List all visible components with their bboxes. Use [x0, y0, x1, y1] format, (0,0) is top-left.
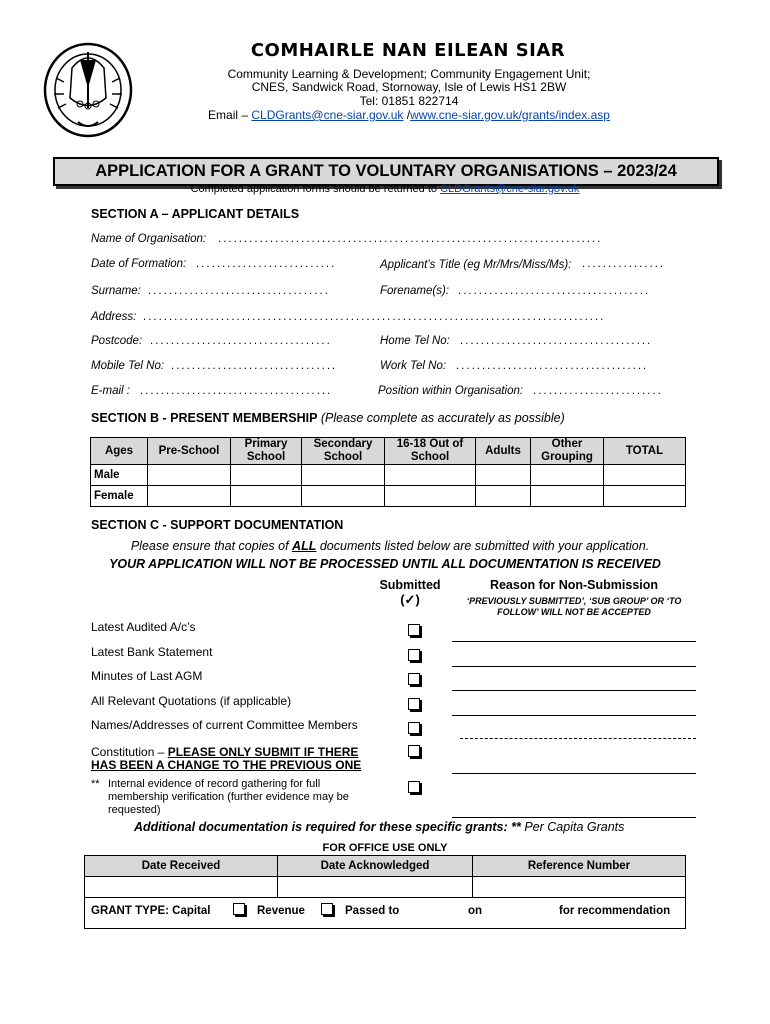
grant-type-row — [85, 898, 686, 929]
name-of-organisation-label: Name of Organisation: — [91, 233, 207, 245]
processing-warning: YOUR APPLICATION WILL NOT BE PROCESSED UNTIL ALL DOCUMENTATION IS RECEIVED — [109, 557, 661, 571]
checkbox-icon[interactable] — [408, 624, 420, 636]
constitution-condition: PLEASE ONLY SUBMIT IF THERE HAS BEEN A CHANGE TO THE PREVIOUS ONE — [91, 745, 362, 772]
col-total: TOTAL — [604, 438, 686, 465]
membership-header-row — [91, 438, 686, 465]
cell-input[interactable] — [231, 486, 302, 507]
reason-line[interactable] — [452, 715, 696, 716]
position-label: Position within Organisation: — [378, 385, 524, 397]
cell-input[interactable] — [531, 465, 604, 486]
reason-line[interactable] — [452, 690, 696, 691]
forenames-field[interactable]: ..................................... — [458, 285, 651, 297]
mobile-tel-label: Mobile Tel No: — [91, 360, 165, 372]
postcode-label: Postcode: — [91, 335, 143, 347]
checkbox-icon[interactable] — [321, 903, 333, 915]
postcode-field[interactable]: ................................... — [150, 335, 332, 347]
submitted-heading: Submitted — [379, 578, 441, 592]
col-ages: Ages — [91, 438, 148, 465]
additional-marker: ** — [511, 820, 521, 834]
grant-type-cell — [85, 898, 686, 929]
unit-line: Community Learning & Development; Community Engagement Unit; — [227, 67, 591, 81]
membership-table — [90, 437, 686, 507]
date-of-formation-label: Date of Formation: — [91, 258, 187, 270]
cell-input[interactable] — [476, 465, 531, 486]
additional-pre: Additional documentation is required for these specific grants: — [134, 820, 512, 834]
col-date-received: Date Received — [85, 856, 278, 877]
additional-documentation-note — [134, 820, 624, 834]
surname-label: Surname: — [91, 285, 141, 297]
work-tel-label: Work Tel No: — [380, 360, 447, 372]
checkbox-icon[interactable] — [408, 673, 420, 685]
revenue-label: Revenue — [257, 905, 305, 917]
date-received-field[interactable] — [85, 877, 278, 898]
col-pre-school: Pre-School — [148, 438, 231, 465]
for-recommendation-label: for recommendation — [559, 905, 671, 917]
reference-number-field[interactable] — [473, 877, 686, 898]
cell-input[interactable] — [604, 465, 686, 486]
applicant-title-field[interactable]: ................ — [582, 258, 666, 270]
forenames-label: Forename(s): — [380, 285, 450, 297]
col-primary: Primary School — [231, 438, 302, 465]
passed-to-label: Passed to — [345, 905, 400, 917]
telephone-line: Tel: 01851 822714 — [359, 94, 459, 108]
applicant-title-label: Applicant’s Title (eg Mr/Mrs/Miss/Ms): — [380, 259, 572, 271]
cell-input[interactable] — [302, 465, 385, 486]
cell-input[interactable] — [604, 486, 686, 507]
email-field[interactable]: ..................................... — [140, 385, 333, 397]
email-label: E-mail : — [91, 385, 130, 397]
checkbox-icon[interactable] — [233, 903, 245, 915]
reason-line[interactable] — [460, 738, 696, 739]
organisation-name: COMHAIRLE NAN EILEAN SIAR — [250, 40, 566, 61]
work-tel-field[interactable]: ..................................... — [456, 360, 649, 372]
cell-input[interactable] — [385, 486, 476, 507]
doc-item-audited-accounts: Latest Audited A/c’s — [91, 620, 196, 634]
address-field[interactable]: ......................................................................................... — [143, 311, 606, 323]
reason-note: ‘PREVIOUSLY SUBMITTED’, ‘SUB GROUP’ OR ‘TO FOLLOW’ WILL NOT BE ACCEPTED — [466, 596, 682, 617]
table-row — [91, 486, 686, 507]
section-b-note: (Please complete as accurately as possible) — [317, 411, 565, 425]
internal-evidence-marker: ** — [91, 778, 100, 790]
position-field[interactable]: ......................... — [533, 385, 663, 397]
constitution-prefix: Constitution – — [91, 745, 168, 759]
section-a-heading: SECTION A – APPLICANT DETAILS — [91, 207, 300, 221]
return-note-text: Completed application forms should be returned to — [190, 183, 441, 195]
cell-input[interactable] — [302, 486, 385, 507]
col-adults: Adults — [476, 438, 531, 465]
on-label: on — [468, 905, 483, 917]
website-link[interactable]: www.cne-siar.gov.uk/grants/index.asp — [410, 108, 610, 122]
cell-input[interactable] — [531, 486, 604, 507]
surname-field[interactable]: ................................... — [148, 285, 330, 297]
home-tel-label: Home Tel No: — [380, 335, 450, 347]
section-c-heading: SECTION C - SUPPORT DOCUMENTATION — [91, 518, 344, 532]
doc-item-bank-statement: Latest Bank Statement — [91, 645, 213, 659]
email-separator: / — [403, 108, 411, 122]
instruction-post: documents listed below are submitted with your application. — [316, 539, 650, 553]
additional-post: Per Capita Grants — [520, 820, 625, 834]
doc-item-agm-minutes: Minutes of Last AGM — [91, 669, 203, 683]
address-label: Address: — [91, 311, 137, 323]
cell-input[interactable] — [231, 465, 302, 486]
office-use-table — [84, 855, 686, 929]
cell-input[interactable] — [148, 486, 231, 507]
instruction-all: ALL — [292, 539, 317, 553]
checkbox-icon[interactable] — [408, 649, 420, 661]
checkbox-icon[interactable] — [408, 745, 420, 757]
form-title-banner: APPLICATION FOR A GRANT TO VOLUNTARY ORGANISATIONS – 2023/24 — [53, 157, 719, 186]
reason-line[interactable] — [452, 773, 696, 774]
reason-line[interactable] — [452, 666, 696, 667]
cell-input[interactable] — [476, 486, 531, 507]
instruction-pre: Please ensure that copies of — [130, 539, 293, 553]
row-label-male: Male — [91, 465, 148, 486]
council-crest-logo — [42, 38, 134, 138]
section-b-title: SECTION B - PRESENT MEMBERSHIP — [91, 411, 318, 425]
col-secondary: Secondary School — [302, 438, 385, 465]
office-use-heading: FOR OFFICE USE ONLY — [322, 842, 448, 854]
col-date-acknowledged: Date Acknowledged — [278, 856, 473, 877]
date-of-formation-field[interactable]: ........................... — [196, 258, 337, 270]
cell-input[interactable] — [385, 465, 476, 486]
table-row — [91, 465, 686, 486]
reason-heading: Reason for Non-Submission — [489, 578, 659, 592]
checkbox-icon[interactable] — [408, 781, 420, 793]
date-acknowledged-field[interactable] — [278, 877, 473, 898]
table-row — [85, 877, 686, 898]
office-header-row — [85, 856, 686, 877]
grant-type-capital-label: GRANT TYPE: Capital — [91, 905, 211, 917]
name-of-organisation-field[interactable]: .......................................................................... — [218, 233, 603, 245]
email-link[interactable]: CLDGrants@cne-siar.gov.uk — [251, 108, 404, 122]
doc-item-quotations: All Relevant Quotations (if applicable) — [91, 694, 292, 708]
address-line: CNES, Sandwick Road, Stornoway, Isle of Lewis HS1 2BW — [251, 80, 567, 94]
section-b-heading — [91, 411, 565, 425]
doc-item-committee-members: Names/Addresses of current Committee Members — [91, 718, 358, 732]
col-reference-number: Reference Number — [473, 856, 686, 877]
home-tel-field[interactable]: ..................................... — [460, 335, 653, 347]
reason-line[interactable] — [452, 641, 696, 642]
reason-line[interactable] — [452, 817, 696, 818]
return-email-link[interactable]: CLDGrants@cne-siar.gov.uk — [440, 183, 580, 195]
col-16-18: 16-18 Out of School — [385, 438, 476, 465]
submitted-tick-heading: (✓) — [400, 592, 420, 607]
checkbox-icon[interactable] — [408, 698, 420, 710]
cell-input[interactable] — [148, 465, 231, 486]
row-label-female: Female — [91, 486, 148, 507]
checkbox-icon[interactable] — [408, 722, 420, 734]
documents-instruction — [90, 539, 690, 553]
doc-item-internal-evidence: Internal evidence of record gathering for full membership verification (further evidence may be requested) — [108, 778, 349, 816]
doc-item-constitution — [91, 746, 376, 772]
email-line — [150, 108, 668, 122]
col-other: Other Grouping — [531, 438, 604, 465]
return-note — [120, 183, 650, 195]
mobile-tel-field[interactable]: ................................ — [171, 360, 338, 372]
email-prefix: Email – — [208, 108, 252, 122]
